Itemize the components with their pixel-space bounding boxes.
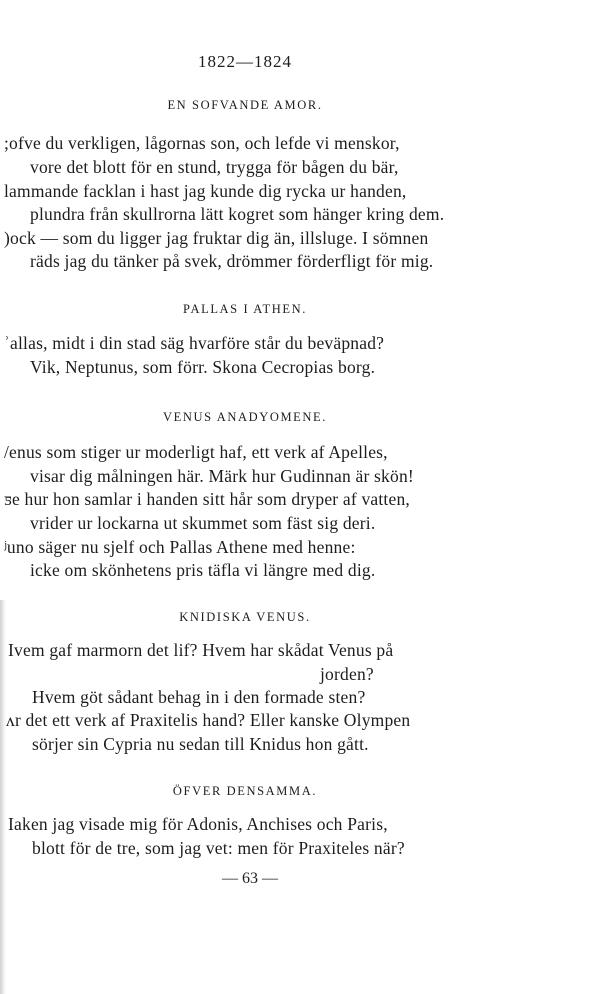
poem-line: visar dig målningen här. Märk hur Gudinnan är skön! <box>30 466 414 486</box>
poem-line: jorden? <box>320 664 374 684</box>
poem-line: sörjer sin Cypria nu sedan till Knidus hon gått. <box>32 734 369 754</box>
poem-line: lammande facklan i hast jag kunde dig rycka ur handen, <box>4 181 407 201</box>
poem-line: Iaken jag visade mig för Adonis, Anchises och Paris, <box>8 814 388 834</box>
poem-line: Ivem gaf marmorn det lif? Hvem har skådat Venus på <box>8 640 394 660</box>
page-header: 1822—1824 <box>198 52 292 71</box>
poem-line: )ock — som du ligger jag fruktar dig än, illsluge. I sömnen <box>4 228 429 248</box>
poem-title: PALLAS I ATHEN. <box>183 302 307 316</box>
poem-title: VENUS ANADYOMENE. <box>162 410 327 424</box>
poem-line: blott för de tre, som jag vet: men för Praxiteles när? <box>32 838 405 858</box>
poem-line: Hvem göt sådant behag in i den formade sten? <box>32 687 366 707</box>
poem-line: vore det blott för en stund, trygga för bågen du bär, <box>30 157 399 177</box>
poem-line: Vik, Neptunus, som förr. Skona Cecropias borg. <box>30 357 376 377</box>
poem-line: icke om skönhetens pris täfla vi längre med dig. <box>30 560 376 580</box>
poem-line: /enus som stiger ur moderligt haf, ett verk af Apelles, <box>4 442 388 462</box>
poem-line: räds jag du tänker på svek, drömmer förderfligt för mig. <box>30 251 434 271</box>
poem-line: ʾallas, midt i din stad säg hvarföre står du beväpnad? <box>4 333 385 353</box>
poem-line: plundra från skullrorna lätt kogret som hänger kring dem. <box>30 204 445 224</box>
poem-title: ÖFVER DENSAMMA. <box>172 784 318 798</box>
poem-title: KNIDISKA VENUS. <box>179 610 311 624</box>
poem-title: EN SOFVANDE AMOR. <box>167 98 323 112</box>
poem-line: vrider ur lockarna ut skummet som fäst sig deri. <box>30 513 376 533</box>
poem-line: ;ofve du verkligen, lågornas son, och lefde vi menskor, <box>4 133 400 153</box>
page-number: — 63 — <box>222 870 278 887</box>
poem-line: ʲuno säger nu sjelf och Pallas Athene med henne: <box>4 537 356 557</box>
poem-line: ʌr det ett verk af Praxitelis hand? Eller kanske Olympen <box>6 710 411 730</box>
poem-line: ƽe hur hon samlar i handen sitt hår som dryper af vatten, <box>4 489 410 509</box>
